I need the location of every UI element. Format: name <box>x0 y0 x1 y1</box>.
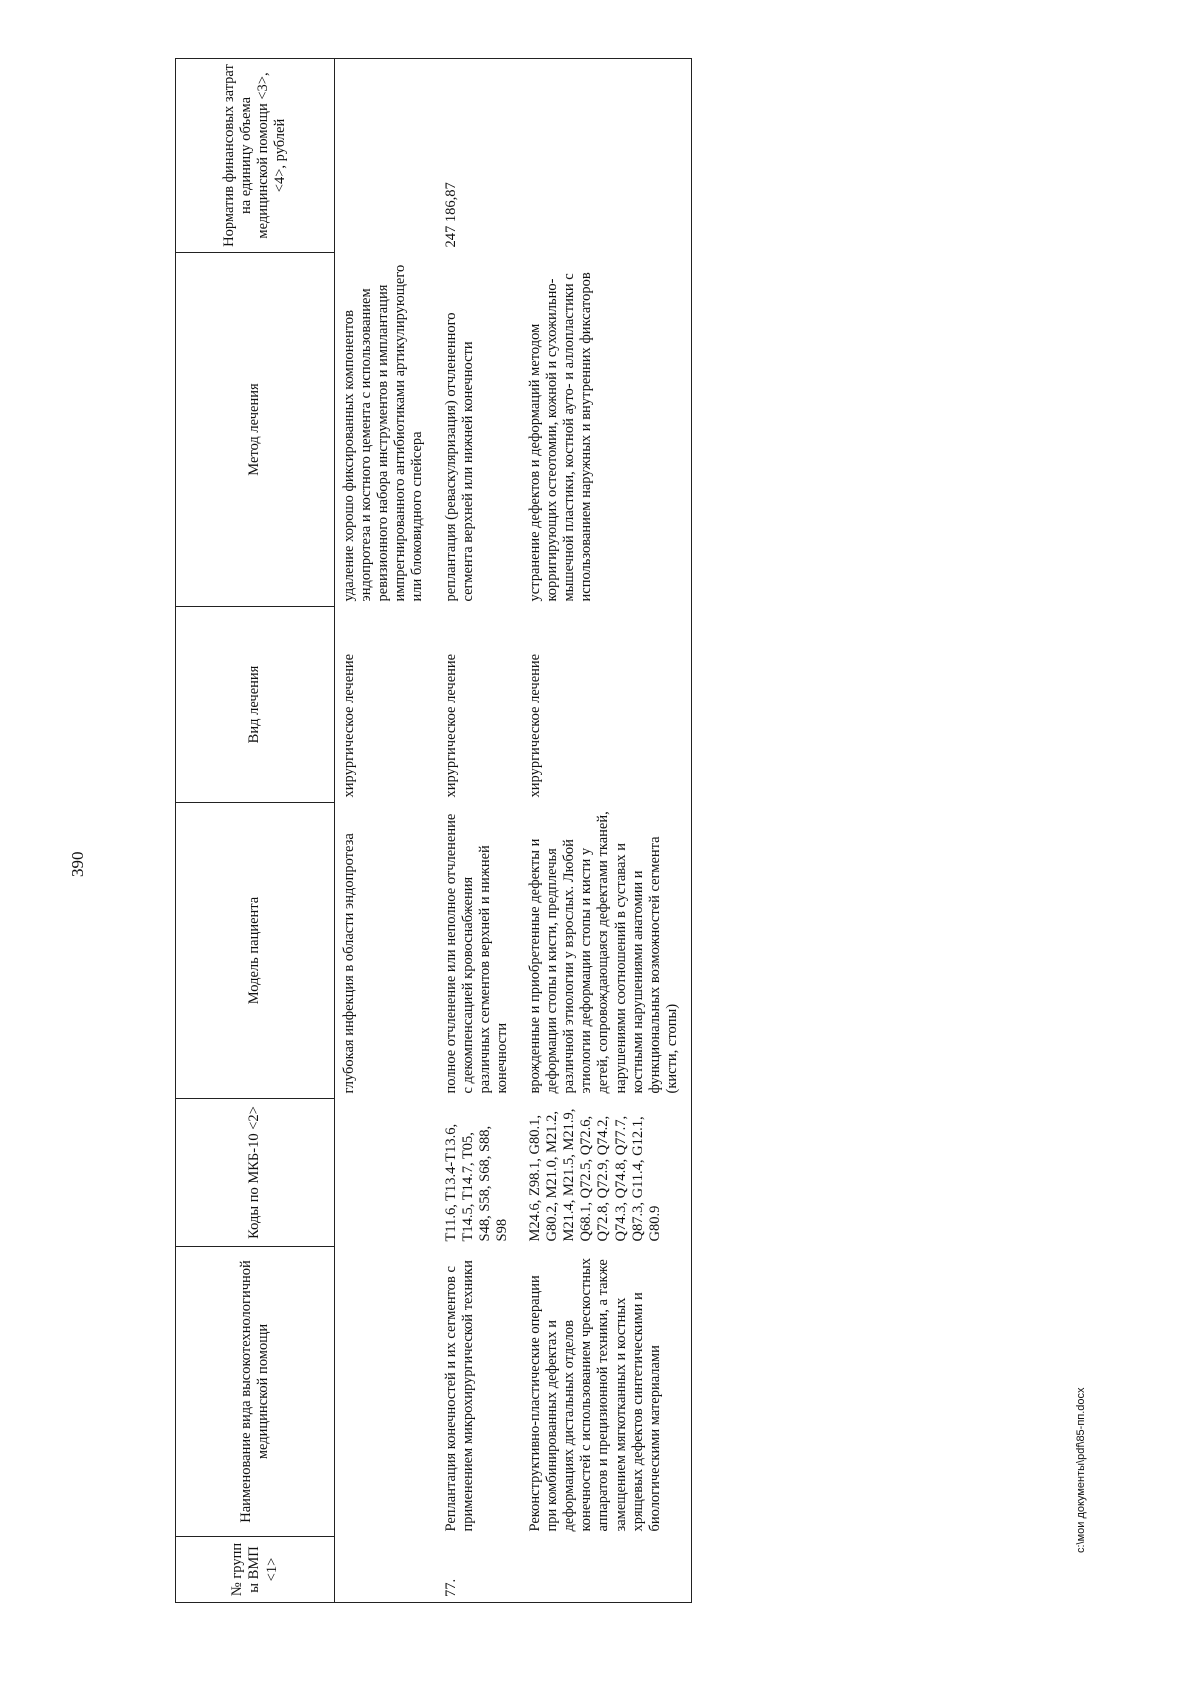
table-header <box>176 59 335 1603</box>
cell-codes <box>335 1099 437 1247</box>
cell-name: Реплантация конечностей и их сегментов с применением микрохирургической техники <box>442 1260 476 1532</box>
header-icd-codes: Коды по МКБ-10 <2> <box>176 1099 335 1247</box>
cell-type: хирургическое лечение <box>442 653 459 798</box>
cell-name <box>335 1247 437 1537</box>
header-cost-norm: Норматив финансовых затрат на единицу объема медицинской помощи <3>, <4>, рублей <box>176 59 335 253</box>
cell-norm <box>335 59 437 253</box>
cell-group <box>335 1537 437 1603</box>
cell-group: 77. <box>437 1537 521 1603</box>
table-row <box>521 59 691 1603</box>
header-vmp-name: Наименование вида высокотехнологичной медицинской помощи <box>176 1247 335 1537</box>
cell-type: хирургическое лечение <box>341 653 357 798</box>
cell-name: Реконструктивно-пластические операции при комбинированных дефектах и деформациях дистальных отделов конечностей с использованием чрескостных аппаратов и прецизионной техники, а также замещением мягкотканных и костных хрящевых дефектов синтетическими и биологическими материалами <box>521 1247 691 1537</box>
cell-group <box>521 1537 691 1603</box>
table-row <box>437 59 521 1603</box>
cell-codes: T11.6, T13.4-T13.6, T14.5, T14.7, T05, S48, S58, S68, S88, S98 <box>442 1123 510 1242</box>
cell-norm <box>521 59 691 253</box>
header-group-number: № групп ы ВМП <1> <box>176 1537 335 1603</box>
cell-method: реплантация (реваскуляризация) отчлененного сегмента верхней или нижней конечности <box>442 312 476 602</box>
cell-norm: 247 186,87 <box>437 59 521 253</box>
page-number: 390 <box>68 851 87 877</box>
cell-method: устранение дефектов и деформаций методом корригирующих остеотомии, кожной и сухожильно-мышечной пластики, костной ауто- и аллопластики с использованием наружных и внутренних фиксаторов <box>521 253 691 607</box>
cell-method: удаление хорошо фиксированных компонентов эндопротеза и костного цемента с использованием ревизионного набора инструментов и имплантация импрегнированного антибиотиками артикулирующего или блоковидного спейсера <box>341 264 426 602</box>
cell-codes: M24.6, Z98.1, G80.1, G80.2, M21.0, M21.2, M21.4, M21.5, M21.9, Q68.1, Q72.5, Q72.6, Q72.8, Q72.9, Q74.2, Q74.3, Q74.8, Q77.7, Q87.3, G11.4, G12.1, G80.9 <box>521 1099 691 1247</box>
cell-model: врожденные и приобретенные дефекты и деформации стопы и кисти, предплечья различной этиологии у взрослых. Любой этиологии деформации стопы и кисти у детей, сопровождающаяся дефектами тканей, нарушениями соотношений в суставах и костными нарушениями анатомии и функциональных возможностей сегмента (кисти, стопы) <box>521 803 691 1099</box>
table-body <box>335 59 692 1603</box>
vmp-table <box>175 58 692 1603</box>
footer-file-path: c:\мои документы\pdf\85-пп.docx <box>1075 1387 1087 1553</box>
cell-type: хирургическое лечение <box>521 607 691 803</box>
cell-model: полное отчленение или неполное отчленение с декомпенсацией кровоснабжения различных сегментов верхней и нижней конечности <box>442 813 510 1094</box>
header-treatment-type: Вид лечения <box>176 607 335 803</box>
cell-model: глубокая инфекция в области эндопротеза <box>341 833 357 1094</box>
table-row <box>335 59 437 1603</box>
header-row <box>176 59 335 1603</box>
header-treatment-method: Метод лечения <box>176 253 335 607</box>
header-patient-model: Модель пациента <box>176 803 335 1099</box>
